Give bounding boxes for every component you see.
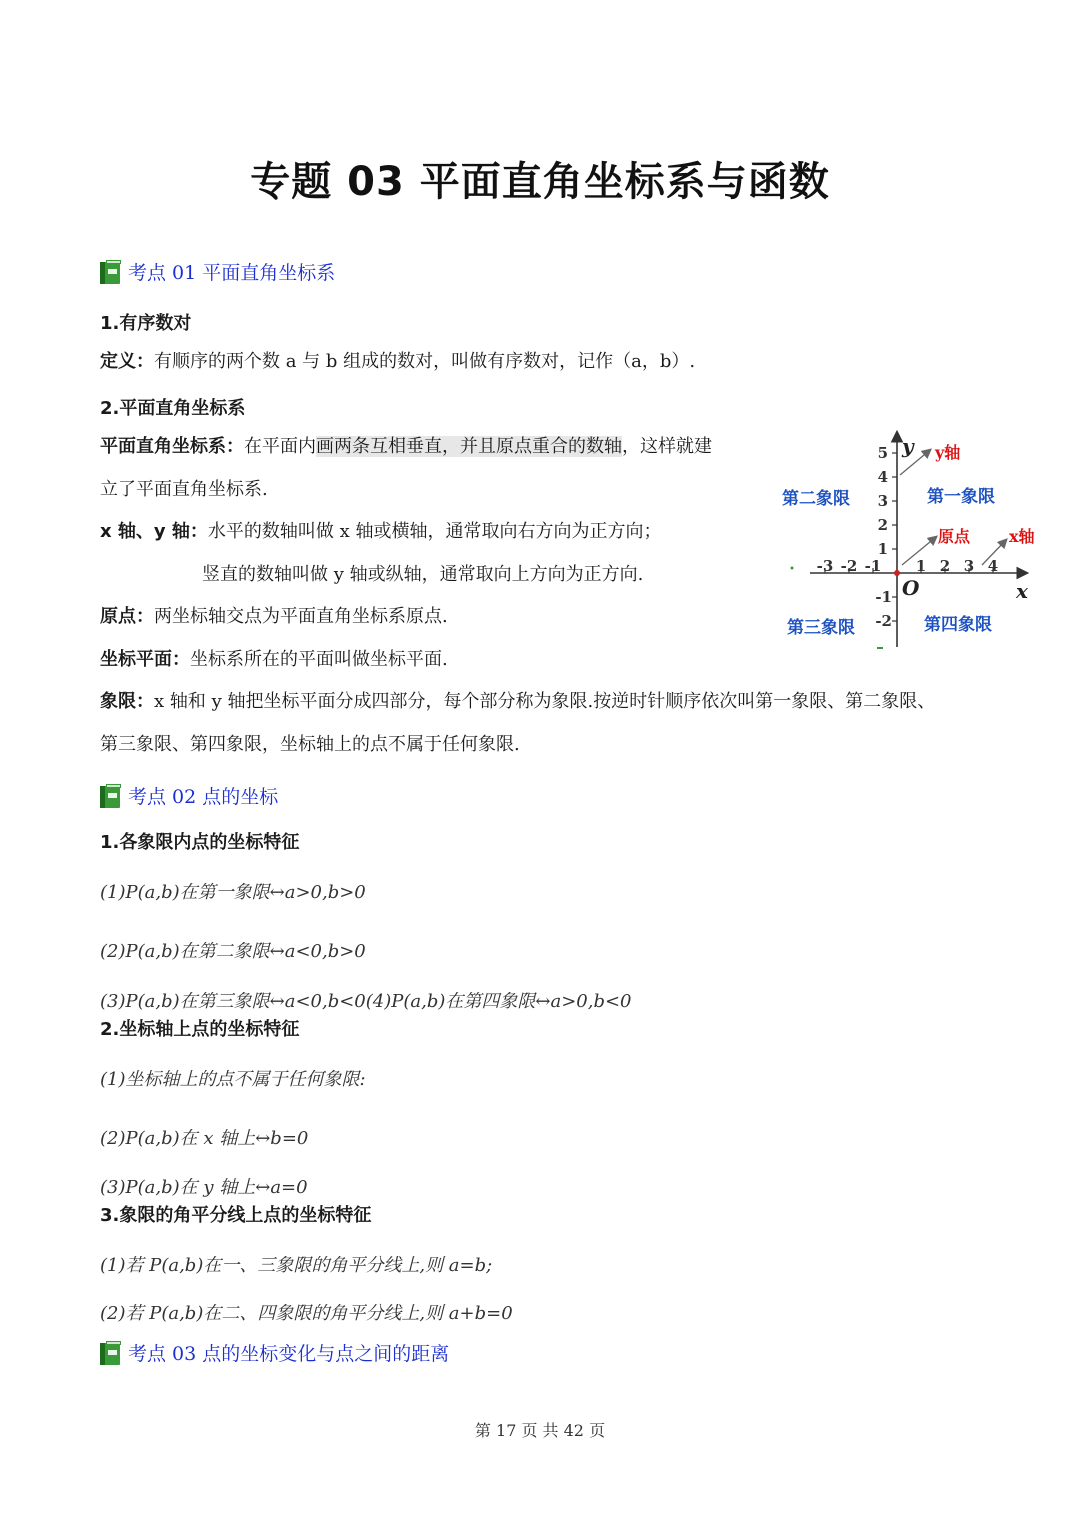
quadrant-3-label: 第三象限 — [787, 618, 855, 638]
origin-paragraph — [100, 606, 448, 628]
quadrant-label: 象限： — [100, 691, 154, 712]
book-icon — [100, 260, 122, 284]
heading-bisector-features: 3.象限的角平分线上点的坐标特征 — [100, 1205, 372, 1226]
section-title: 考点 01 平面直角坐标系 — [128, 262, 336, 284]
stray-mark — [877, 647, 883, 649]
plane-text-a: 在平面内 — [244, 436, 316, 457]
x-tick-label: 3 — [963, 557, 975, 575]
x-tick-label: 1 — [915, 557, 927, 575]
x-axis-letter: x — [1016, 579, 1028, 603]
plane-label: 平面直角坐标系： — [100, 436, 244, 457]
section-heading-01 — [100, 258, 335, 285]
x-tick-label: 2 — [939, 557, 951, 575]
section-heading-03 — [100, 1339, 449, 1366]
plane-text-continued: 立了平面直角坐标系. — [100, 479, 268, 500]
quadrant-4-label: 第四象限 — [924, 615, 992, 635]
origin-letter: O — [902, 576, 920, 600]
axis-text-x: 水平的数轴叫做 x 轴或横轴，通常取向右方向为正方向； — [207, 521, 662, 542]
y-tick-label: -2 — [875, 612, 892, 630]
stray-dot — [791, 567, 794, 570]
y-tick-label: 3 — [877, 492, 888, 510]
y-tick-label: 5 — [877, 444, 888, 462]
x-tick-label: -3 — [816, 557, 834, 575]
quadrant-1-label: 第一象限 — [927, 487, 995, 507]
section-title: 考点 03 点的坐标变化与点之间的距离 — [128, 1343, 450, 1365]
quadrant-text-continued: 第三象限、第四象限，坐标轴上的点不属于任何象限. — [100, 734, 520, 755]
y-tick-label: 4 — [877, 468, 888, 486]
y-tick-label: -1 — [875, 588, 892, 606]
axis-label: x 轴、y 轴： — [100, 521, 208, 542]
formula-line: (2)若 P(a,b)在二、四象限的角平分线上,则 a+b=0 — [100, 1303, 513, 1324]
highlighted-text: 画两条互相垂直，并且原点重合的数轴 — [316, 436, 622, 457]
y-tick-label: 2 — [877, 516, 888, 534]
heading-ordered-pair: 1.有序数对 — [100, 313, 192, 334]
origin-text: 两坐标轴交点为平面直角坐标系原点. — [154, 606, 448, 627]
plane-face-text: 坐标系所在的平面叫做坐标平面. — [190, 649, 448, 670]
x-axis-label: x轴 — [1009, 527, 1035, 546]
quadrant-paragraph — [100, 691, 935, 713]
heading-quadrant-features: 1.各象限内点的坐标特征 — [100, 832, 300, 853]
y-tick-label: 1 — [877, 540, 888, 558]
x-tick-label: -1 — [864, 557, 882, 575]
definition-paragraph — [100, 351, 695, 373]
heading-axis-features: 2.坐标轴上点的坐标特征 — [100, 1019, 300, 1040]
quadrant-2-label: 第二象限 — [782, 489, 850, 509]
section-title: 考点 02 点的坐标 — [128, 786, 279, 808]
formula-line: (1)P(a,b)在第一象限↔a>0,b>0 — [100, 882, 366, 903]
heading-coordinate-system: 2.平面直角坐标系 — [100, 398, 246, 419]
definition-text: 有顺序的两个数 a 与 b 组成的数对，叫做有序数对，记作（a，b）. — [154, 351, 696, 372]
origin-dot — [894, 570, 900, 576]
formula-line: (2)P(a,b)在 x 轴上↔b=0 — [100, 1128, 309, 1149]
plane-paragraph — [100, 436, 712, 458]
formula-line: (1)若 P(a,b)在一、三象限的角平分线上,则 a=b; — [100, 1255, 493, 1276]
page-title: 专题 03 平面直角坐标系与函数 — [250, 159, 830, 205]
definition-label: 定义： — [100, 351, 154, 372]
formula-line: (2)P(a,b)在第二象限↔a<0,b>0 — [100, 941, 366, 962]
page-footer: 第 17 页 共 42 页 — [474, 1421, 606, 1440]
formula-line: (3)P(a,b)在 y 轴上↔a=0 — [100, 1177, 308, 1198]
y-axis-label: y轴 — [935, 443, 961, 462]
coordinate-diagram — [770, 425, 1050, 660]
x-tick-label: 4 — [987, 557, 999, 575]
origin-label: 原点： — [100, 606, 154, 627]
book-icon — [100, 784, 122, 808]
formula-line: (1)坐标轴上的点不属于任何象限: — [100, 1069, 366, 1090]
x-tick-label: -2 — [840, 557, 858, 575]
y-axis-letter: y — [902, 434, 914, 458]
axis-text-y: 竖直的数轴叫做 y 轴或纵轴，通常取向上方向为正方向. — [202, 564, 644, 585]
quadrant-text: x 轴和 y 轴把坐标平面分成四部分，每个部分称为象限.按逆时针顺序依次叫第一象限、第二象限、 — [154, 691, 936, 712]
plane-text-b: ，这样就建 — [622, 436, 712, 457]
section-heading-02 — [100, 782, 278, 809]
origin-label: 原点 — [938, 527, 971, 546]
formula-line: (3)P(a,b)在第三象限↔a<0,b<0(4)P(a,b)在第四象限↔a>0,b<0 — [100, 991, 632, 1012]
book-icon — [100, 1341, 122, 1365]
plane-face-label: 坐标平面： — [100, 649, 190, 670]
plane-face-paragraph — [100, 649, 448, 671]
axis-paragraph — [100, 521, 661, 543]
